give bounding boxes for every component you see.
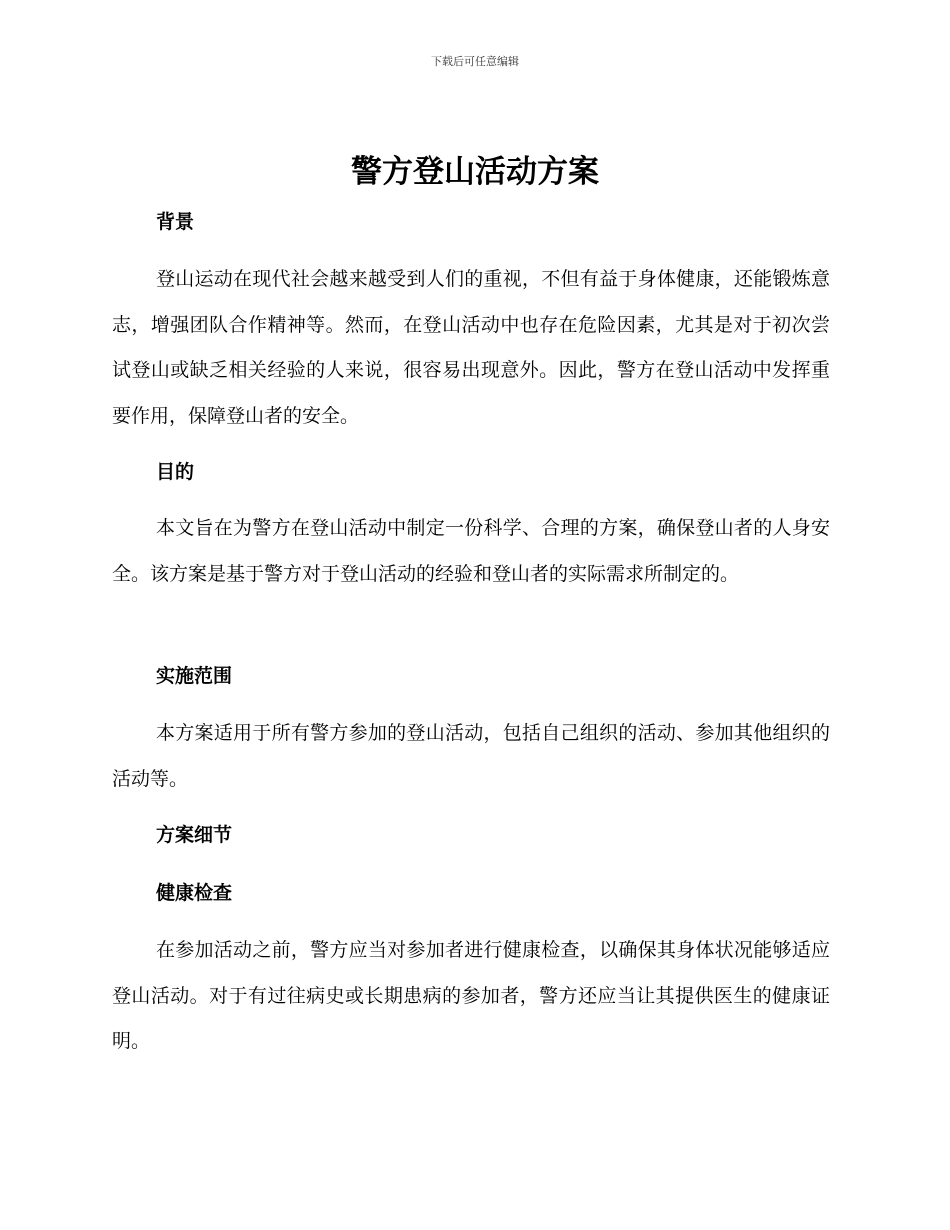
document-title: 警方登山活动方案: [351, 154, 599, 190]
section-heading-health-check: 健康检查: [156, 882, 233, 904]
section-body-scope: 本方案适用于所有警方参加的登山活动，包括自己组织的活动、参加其他组织的活动等。: [112, 722, 830, 790]
section-body-purpose: 本文旨在为警方在登山活动中制定一份科学、合理的方案，确保登山者的人身安全。该方案是基于警方对于登山活动的经验和登山者的实际需求所制定的。: [112, 517, 830, 585]
section-heading-purpose: 目的: [156, 461, 195, 483]
section-heading-background: 背景: [156, 211, 195, 233]
section-body-health-check: 在参加活动之前，警方应当对参加者进行健康检查，以确保其身体状况能够适应登山活动。对于有过往病史或长期患病的参加者，警方还应当让其提供医生的健康证明。: [112, 939, 830, 1052]
section-heading-scope: 实施范围: [156, 665, 233, 687]
page-header-note: 下载后可任意编辑: [431, 55, 519, 68]
section-heading-plan-details: 方案细节: [156, 824, 233, 846]
section-body-background: 登山运动在现代社会越来越受到人们的重视，不但有益于身体健康，还能锻炼意志，增强团队合作精神等。然而，在登山活动中也存在危险因素，尤其是对于初次尝试登山或缺乏相关经验的人来说，很容易出现意外。因此，警方在登山活动中发挥重要作用，保障登山者的安全。: [112, 268, 830, 427]
